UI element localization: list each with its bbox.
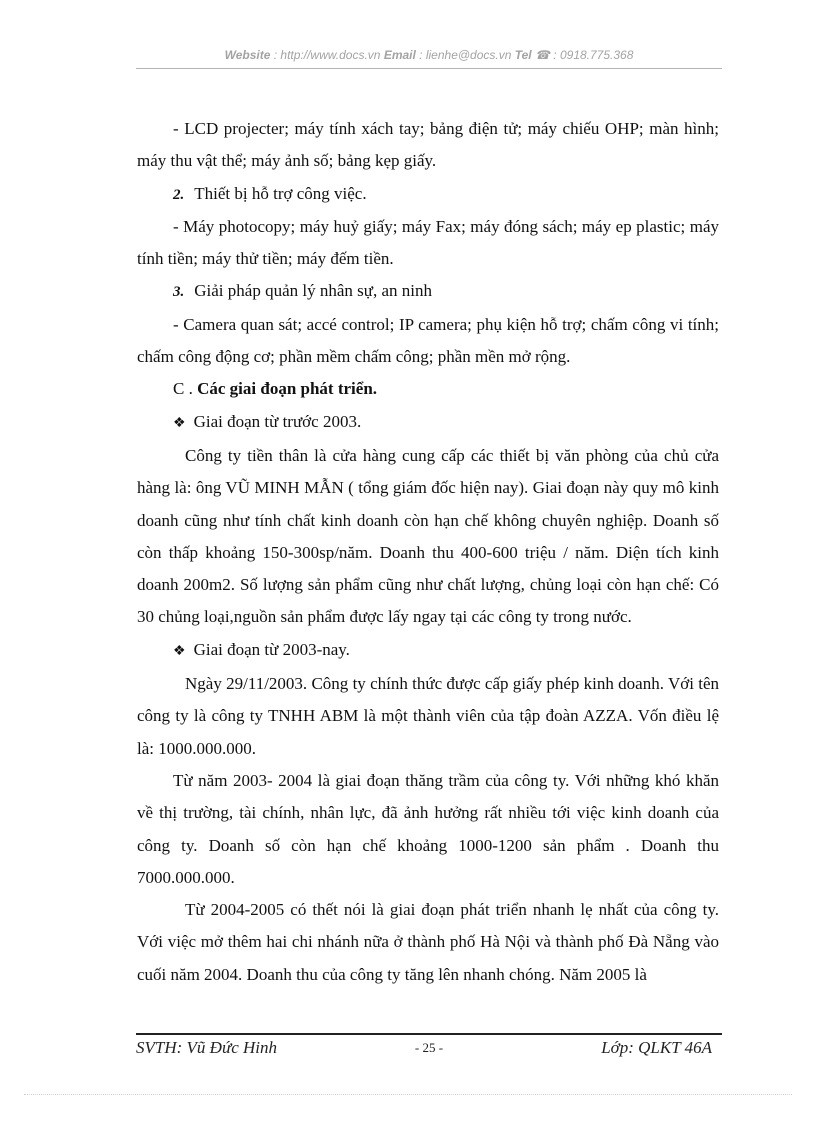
paragraph-2003-2004: Từ năm 2003- 2004 là giai đoạn thăng trầm của công ty. Với những khó khăn về thị trường, tài chính, nhân lực, đã ảnh hưởng rất nhiều tới việc kinh doanh của công ty. Doanh số còn hạn chế khoảng 1000-1200 sản phẩm . Doanh thu 7000.000.000. (137, 770, 719, 887)
paragraph-equipment-list: - LCD projecter; máy tính xách tay; bảng điện tử; máy chiếu OHP; màn hình; máy thu vật thể; máy ảnh số; bảng kẹp giấy. (137, 119, 719, 171)
footer-divider (136, 1033, 722, 1035)
numbered-heading-2 (137, 178, 719, 211)
diamond-bullet-icon: ❖ (173, 643, 186, 659)
number-label: 2. (173, 186, 185, 203)
bullet-text: Giai đoạn từ 2003-nay. (193, 639, 350, 659)
phone-icon: ☎ (535, 48, 550, 62)
section-title: Các giai đoạn phát triển. (197, 379, 378, 399)
paragraph-license: Ngày 29/11/2003. Công ty chính thức được cấp giấy phép kinh doanh. Với tên công ty là công ty TNHH ABM là một thành viên của tập đoàn AZZA. Vốn điều lệ là: 1000.000.000. (137, 674, 719, 758)
footer-class: Lớp: QLKT 46A (601, 1038, 712, 1057)
section-heading-c (137, 373, 719, 405)
email-label: Email (383, 48, 416, 62)
heading-text: Thiết bị hỗ trợ công việc. (194, 183, 367, 203)
tel-label: Tel (514, 48, 532, 62)
heading-text: Giải pháp quản lý nhân sự, an ninh (194, 281, 432, 301)
paragraph-early-history: Công ty tiền thân là cửa hàng cung cấp các thiết bị văn phòng của chủ cửa hàng là: ông VŨ MINH MẪN ( tổng giám đốc hiện nay). Giai đoạn này quy mô kinh doanh cũng như tính chất kinh doanh còn hạn chế không chuyên nghiệp. Doanh số còn thấp khoảng 150-300sp/năm. Doanh thu 400-600 triệu / năm. Diện tích kinh doanh 200m2. Số lượng sản phẩm cũng như chất lượng, chủng loại còn hạn chế: Có 30 chủng loại,nguồn sản phẩm được lấy ngay tại các công ty trong nước. (137, 445, 719, 627)
number-label: 3. (173, 284, 185, 301)
paragraph-security-solutions: - Camera quan sát; accé control; IP camera; phụ kiện hỗ trợ; chấm công vi tính; chấm công động cơ; phần mềm chấm công; phần mền mở rộng. (137, 314, 719, 367)
tel-value: : 0918.775.368 (553, 48, 634, 62)
bullet-text: Giai đoạn từ trước 2003. (193, 411, 362, 431)
header-divider (136, 68, 722, 69)
paragraph-support-devices: - Máy photocopy; máy huỷ giấy; máy Fax; máy đóng sách; máy ep plastic; máy tính tiền; máy thử tiền; máy đếm tiền. (137, 216, 719, 269)
document-body (137, 113, 719, 991)
footer-author: SVTH: Vũ Đức Hinh (136, 1038, 278, 1057)
section-letter: C . (173, 379, 193, 399)
page-bottom-edge (24, 1094, 792, 1095)
page-header (136, 48, 722, 68)
email-value: : lienhe@docs.vn (419, 48, 512, 62)
diamond-bullet-icon: ❖ (173, 415, 186, 431)
paragraph-2004-2005: Từ 2004-2005 có thết nói là giai đoạn phát triển nhanh lẹ nhất của công ty. Với việc mở thêm hai chi nhánh nữa ở thành phố Hà Nội và thành phố Đà Nẵng vào cuối năm 2004. Doanh thu của công ty tăng lên nhanh chóng. Năm 2005 là (137, 900, 719, 984)
page-number: - 25 - (414, 1040, 444, 1055)
bullet-2003-now (137, 634, 719, 668)
website-label: Website (224, 48, 271, 62)
website-value: : http://www.docs.vn (273, 48, 381, 62)
numbered-heading-3 (137, 275, 719, 308)
page-footer (136, 1038, 722, 1062)
bullet-before-2003 (137, 406, 719, 440)
